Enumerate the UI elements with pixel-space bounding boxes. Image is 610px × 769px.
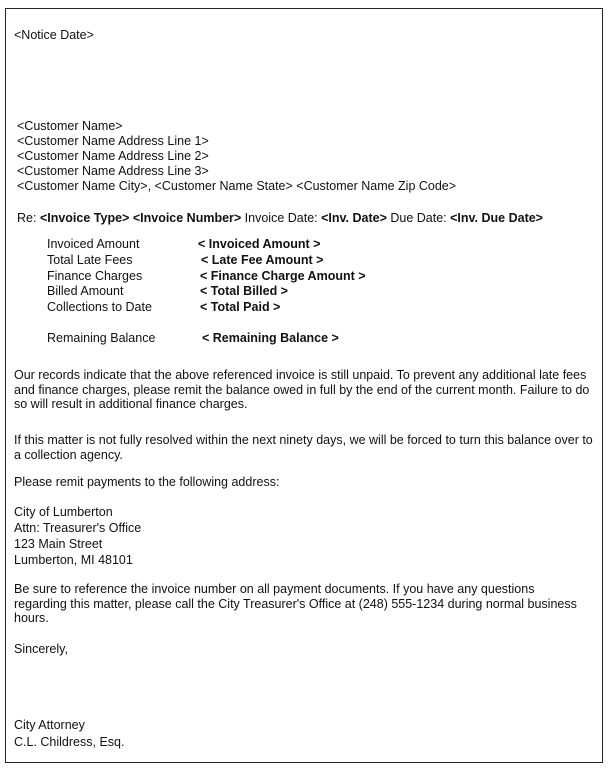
customer-address-line-1: <Customer Name Address Line 1> [17, 134, 209, 148]
due-date: <Inv. Due Date> [450, 211, 543, 225]
customer-city-state-zip: <Customer Name City>, <Customer Name State> <Customer Name Zip Code> [17, 179, 457, 193]
amount-label: Billed Amount [47, 284, 124, 298]
re-prefix: Re: [17, 211, 40, 225]
notice-date: <Notice Date> [14, 28, 94, 42]
remit-address-line-4: Lumberton, MI 48101 [14, 553, 133, 567]
signature-title: City Attorney [14, 718, 85, 732]
amount-value: < Invoiced Amount > [198, 237, 321, 251]
remaining-balance-label: Remaining Balance [47, 331, 156, 345]
customer-name: <Customer Name> [17, 119, 123, 133]
customer-address-line-2: <Customer Name Address Line 2> [17, 149, 209, 163]
remit-address-line-2: Attn: Treasurer's Office [14, 521, 142, 535]
unpaid-notice-paragraph: Our records indicate that the above referenced invoice is still unpaid. To prevent any additional late fees and finance charges, please remit the balance owed in full by the end of the current month. Failure to do so will result in additional finance charges. [14, 368, 590, 411]
amount-label: Collections to Date [47, 300, 152, 314]
customer-address-line-3: <Customer Name Address Line 3> [17, 164, 209, 178]
invoice-date-label: Invoice Date: [241, 211, 322, 225]
remit-address-line-1: City of Lumberton [14, 505, 113, 519]
invoice-type: <Invoice Type> [39, 211, 130, 225]
signature-name: C.L. Childress, Esq. [14, 735, 125, 749]
invoice-date: <Inv. Date> [321, 211, 387, 225]
amount-value: < Total Paid > [200, 300, 281, 314]
amount-value: < Late Fee Amount > [201, 253, 324, 267]
due-date-label: Due Date: [386, 211, 451, 225]
remaining-balance-value: < Remaining Balance > [202, 331, 339, 345]
amount-label: Total Late Fees [47, 253, 133, 267]
invoice-number: <Invoice Number> [132, 211, 242, 225]
reference-paragraph: Be sure to reference the invoice number on all payment documents. If you have any questions regarding this matter, please call the City Treasurer's Office at (248) 555-1234 during normal business hours. [14, 582, 577, 625]
amount-label: Invoiced Amount [47, 237, 140, 251]
amount-value: < Total Billed > [200, 284, 288, 298]
closing: Sincerely, [14, 642, 68, 656]
remit-address-line-3: 123 Main Street [14, 537, 103, 551]
collection-warning-paragraph: If this matter is not fully resolved within the next ninety days, we will be forced to turn this balance over to a collection agency. [14, 433, 593, 462]
re-line [17, 211, 543, 226]
remit-instruction: Please remit payments to the following address: [14, 475, 280, 489]
amount-label: Finance Charges [47, 269, 143, 283]
amount-value: < Finance Charge Amount > [200, 269, 366, 283]
